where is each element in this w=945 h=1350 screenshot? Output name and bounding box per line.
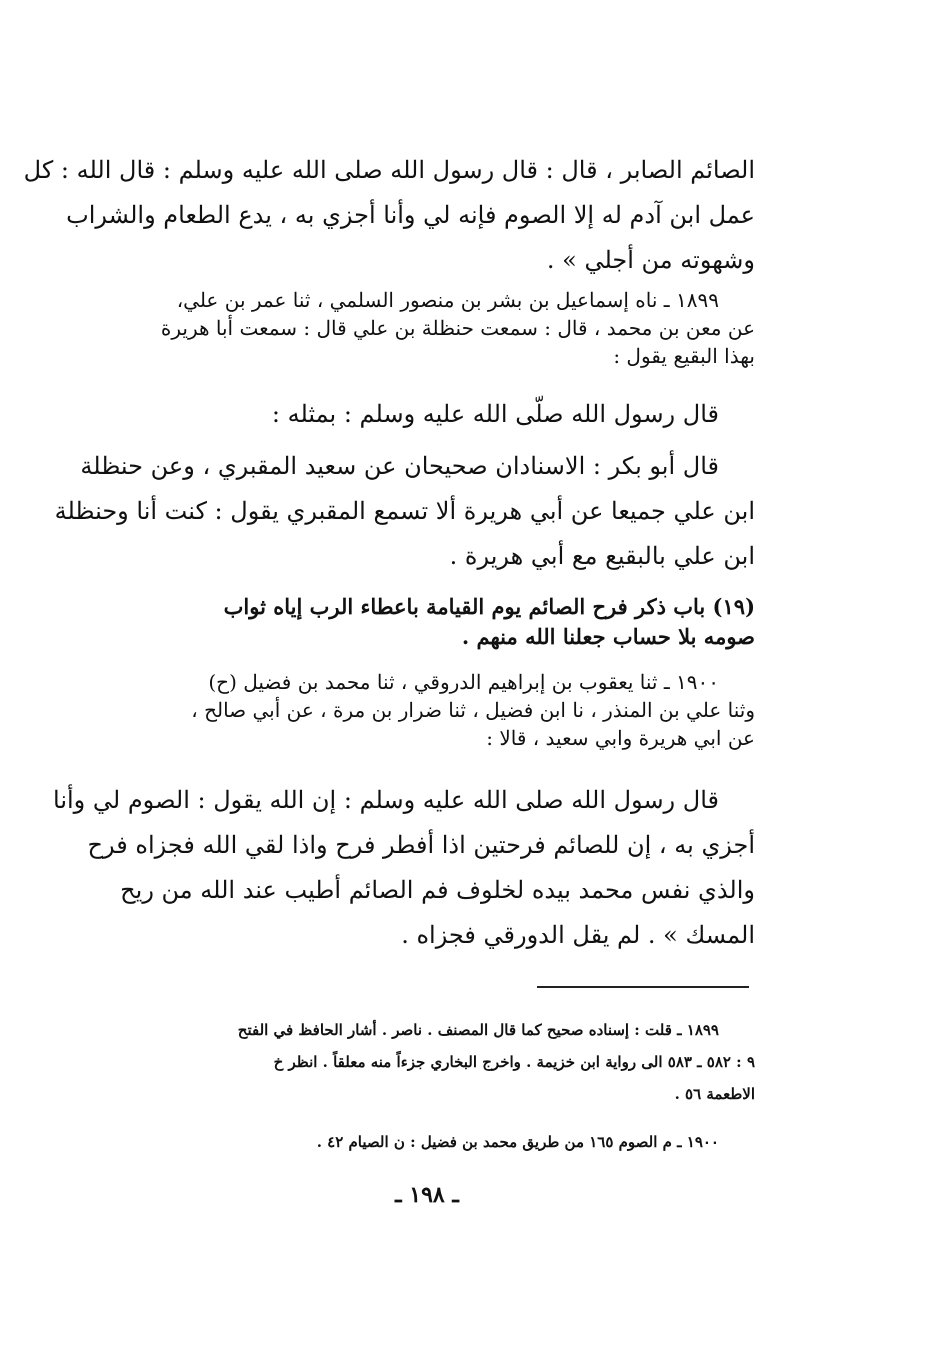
main-text-paragraph [54, 444, 755, 579]
text-line: والذي نفس محمد بيده لخلوف فم الصائم أطيب عند الله من ريح [120, 876, 755, 904]
text-line: وثنا علي بن المنذر ، نا ابن فضيل ، ثنا ضرار بن مرة ، عن أبي صالح ، [191, 698, 755, 722]
text-line: ابن علي جميعا عن أبي هريرة ألا تسمع المقبري يقول : كنت أنا وحنظلة [54, 497, 755, 525]
text-line: المسك » . لم يقل الدورقي فجزاه . [401, 921, 755, 949]
text-line: عن معن بن محمد ، قال : سمعت حنظلة بن علي قال : سمعت أبا هريرة [160, 316, 755, 340]
text-line: (١٩) باب ذكر فرح الصائم يوم القيامة باعطاء الرب إياه ثواب [223, 594, 755, 619]
page-number: ـ ١٩٨ ـ [395, 1182, 459, 1208]
text-line: قال رسول الله صلى الله عليه وسلم : إن الله يقول : الصوم لي وأنا [53, 786, 719, 814]
text-line: الاطعمة ٥٦ . [674, 1085, 755, 1103]
main-text-paragraph [53, 778, 755, 958]
text-line: ١٩٠٠ ـ م الصوم ١٦٥ من طريق محمد بن فضيل : ن الصيام ٤٢ . [316, 1133, 719, 1151]
text-line: عن ابي هريرة وابي سعيد ، قالا : [486, 726, 755, 750]
text-line: الصائم الصابر ، قال : قال رسول الله صلى الله عليه وسلم : قال الله : كل [23, 156, 755, 184]
footnote-1899 [112, 1014, 755, 1110]
text-line: بهذا البقيع يقول : [613, 344, 755, 368]
footnote-1900 [112, 1126, 755, 1158]
text-line: أجزي به ، إن للصائم فرحتين اذا أفطر فرح واذا لقي الله فجزاه فرح [87, 831, 755, 859]
hadith-1900-isnad [112, 668, 755, 752]
chapter-heading [112, 592, 755, 652]
text-line: ١٨٩٩ ـ قلت : إسناده صحيح كما قال المصنف . ناصر . أشار الحافظ في الفتح [237, 1021, 719, 1039]
text-line: ٩ : ٥٨٢ ـ ٥٨٣ الى رواية ابن خزيمة . واخرج البخاري جزءاً منه معلقاً . انظر خ [273, 1053, 755, 1071]
text-line: قال أبو بكر : الاسنادان صحيحان عن سعيد المقبري ، وعن حنظلة [80, 452, 719, 480]
text-line: صومه بلا حساب جعلنا الله منهم . [461, 624, 755, 649]
main-text-paragraph [23, 148, 755, 283]
text-line: ١٨٩٩ ـ ناه إسماعيل بن بشر بن منصور السلمي ، ثنا عمر بن علي، [176, 288, 719, 312]
text-line: عمل ابن آدم له إلا الصوم فإنه لي وأنا أجزي به ، يدع الطعام والشراب [66, 201, 755, 229]
text-line: قال رسول الله صلّى الله عليه وسلم : بمثله : [271, 400, 719, 428]
main-text-paragraph [112, 392, 755, 437]
text-line: وشهوته من أجلي » . [546, 246, 755, 274]
text-line: ١٩٠٠ ـ ثنا يعقوب بن إبراهيم الدروقي ، ثنا محمد بن فضيل (ح) [208, 670, 719, 694]
text-line: ابن علي بالبقيع مع أبي هريرة . [449, 542, 755, 570]
footnote-separator [537, 986, 749, 988]
hadith-1899-isnad [112, 286, 755, 370]
